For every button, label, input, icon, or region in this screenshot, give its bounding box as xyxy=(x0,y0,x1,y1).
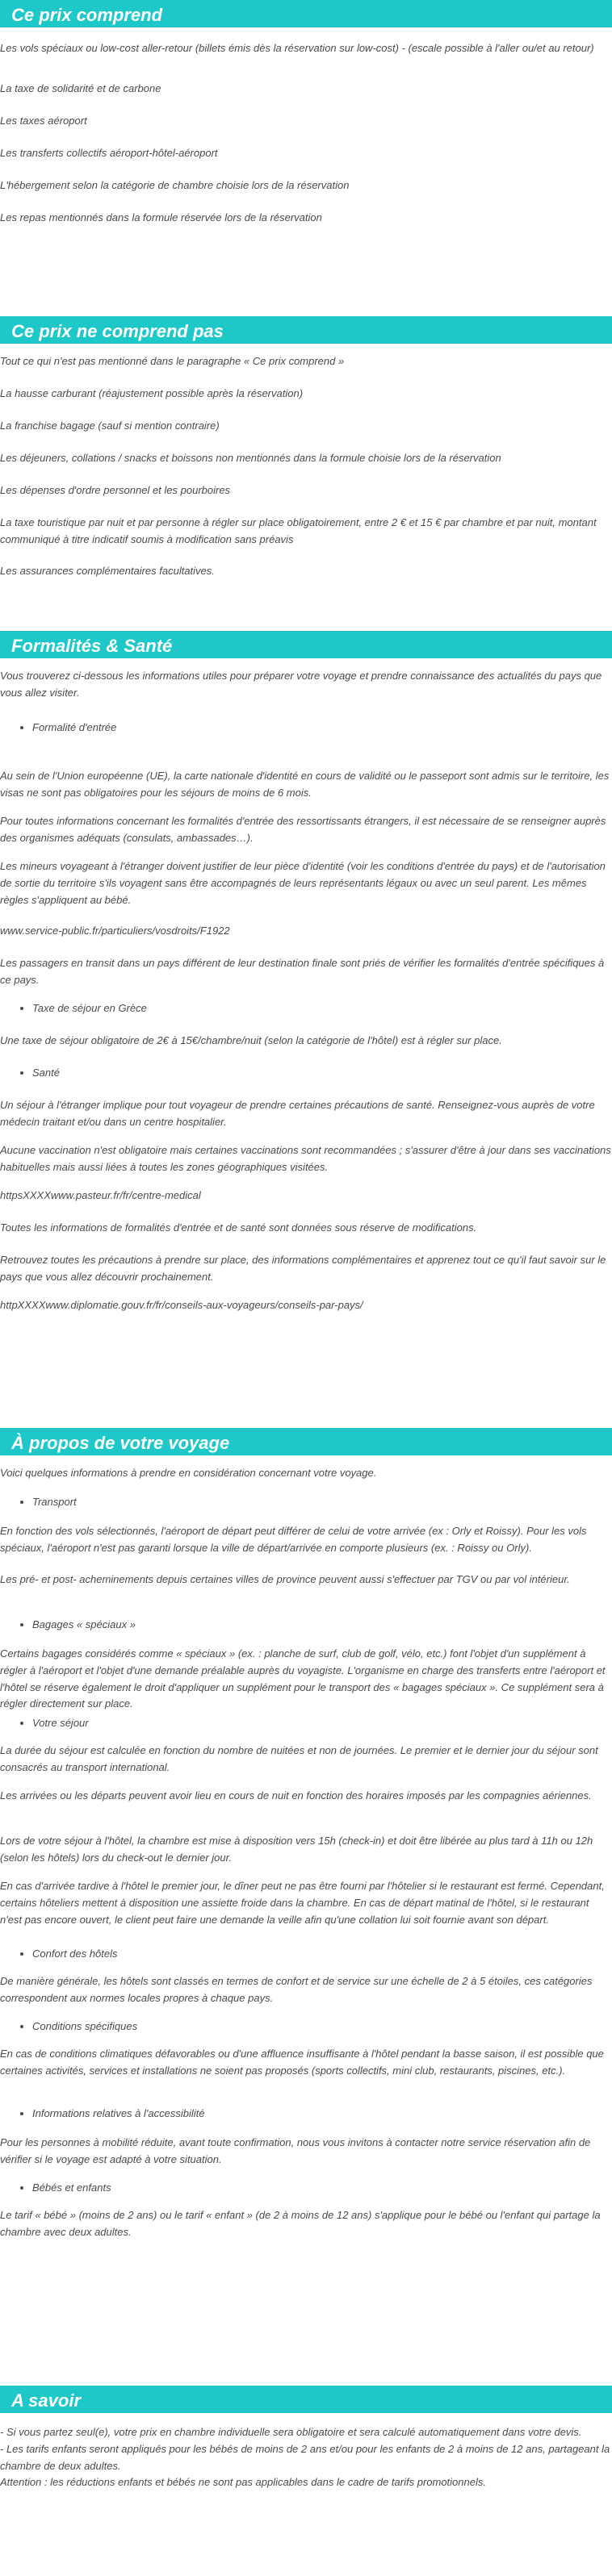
paragraph: La hausse carburant (réajustement possible après la réservation) xyxy=(0,387,304,399)
paragraph: Les passagers en transit dans un pays différent de leur destination finale sont priés de vérifier les formalités d'entrée spécifiques à ce pays. xyxy=(0,957,605,986)
bullet-item: • Bébés et enfants xyxy=(32,2180,612,2197)
paragraph: La durée du séjour est calculée en fonction du nombre de nuitées et non de journées. Le premier et le dernier jour du séjour sont consacrés au transport international. xyxy=(0,1744,598,1773)
bullet-item: • Votre séjour xyxy=(32,1715,612,1732)
bullet-item: • Transport xyxy=(32,1494,612,1511)
paragraph: - Les tarifs enfants seront appliqués pour les bébés de moins de 2 ans et/ou pour les enfants de 2 à moins de 12 ans, partageant la chambre de deux adultes. xyxy=(0,2442,610,2472)
paragraph: Au sein de l'Union européenne (UE), la carte nationale d'identité en cours de validité ou le passeport sont admis sur le territoire, les visas ne sont pas obligatoires pour les séjours de moins de 6 mois. xyxy=(0,770,610,799)
bullet-item: • Conditions spécifiques xyxy=(32,2019,612,2035)
section-title-prix-comprend: Ce prix comprend xyxy=(0,0,612,27)
paragraph: Pour les personnes à mobilité réduite, avant toute confirmation, nous vous invitons à contacter notre service réservation afin de vérifier si le voyage est adapté à votre situation. xyxy=(0,2136,591,2165)
section-title-a-savoir: A savoir xyxy=(0,2386,612,2413)
paragraph: Toutes les informations de formalités d'entrée et de santé sont données sous réserve de modifications. xyxy=(0,1221,477,1234)
bullet-item: • Informations relatives à l'accessibilité xyxy=(32,2106,612,2123)
paragraph: Certains bagages considérés comme « spéciaux » (ex. : planche de surf, club de golf, vélo, etc.) font l'objet d'un supplément à régler à l'aéroport et l'objet d'une demande préalable auprès du voyagiste. L'organisme en charge des transferts entre l'aéroport et l'hôtel se réserve également le droit d'appliquer un supplément pour le transport des « bagages spéciaux ». Ce supplément sera à régler directement sur place. xyxy=(0,1647,606,1710)
paragraph: Les dépenses d'ordre personnel et les pourboires xyxy=(0,484,231,496)
paragraph: Une taxe de séjour obligatoire de 2€ à 15€/chambre/nuit (selon la catégorie de l'hôtel) est à régler sur place. xyxy=(0,1034,502,1046)
paragraph: En cas de conditions climatiques défavorables ou d'une affluence insuffisante à l'hôtel pendant la basse saison, il est possible que certaines activités, services et installations ne soient pas proposés (sports collectifs, mini club, restaurants, piscines, etc.). xyxy=(0,2048,604,2077)
paragraph: Lors de votre séjour à l'hôtel, la chambre est mise à disposition vers 15h (check-in) et doit être libérée au plus tard à 11h ou 12h (selon les hôtels) lors du check-out le dernier jour. xyxy=(0,1835,593,1864)
link-text[interactable]: httpXXXXwww.diplomatie.gouv.fr/fr/conseils-aux-voyageurs/conseils-par-pays/ xyxy=(0,1299,363,1311)
section-title-prix-ne-comprend-pas: Ce prix ne comprend pas xyxy=(0,316,612,344)
paragraph: De manière générale, les hôtels sont classés en termes de confort et de service sur une échelle de 2 à 5 étoiles, ces catégories correspondent aux normes locales propres à chaque pays. xyxy=(0,1975,593,2004)
paragraph: Les taxes aéroport xyxy=(0,115,87,127)
paragraph: Les vols spéciaux ou low-cost aller-retour (billets émis dès la réservation sur low-cost) - (escale possible à l'aller ou/et au retour) xyxy=(0,42,594,54)
paragraph: Un séjour à l'étranger implique pour tout voyageur de prendre certaines précautions de santé. Renseignez-vous auprès de votre médecin traitant et/ou dans un centre hospitalier. xyxy=(0,1099,595,1128)
paragraph: Les repas mentionnés dans la formule réservée lors de la réservation xyxy=(0,211,322,223)
bullet-item: • Taxe de séjour en Grèce xyxy=(32,1000,612,1017)
paragraph: www.service-public.fr/particuliers/vosdroits/F1922 xyxy=(0,925,230,937)
paragraph: Les arrivées ou les départs peuvent avoir lieu en cours de nuit en fonction des horaires imposés par les compagnies aériennes. xyxy=(0,1789,592,1802)
bullet-item: • Confort des hôtels xyxy=(32,1946,612,1963)
link-text[interactable]: httpsXXXXwww.pasteur.fr/fr/centre-medical xyxy=(0,1189,201,1201)
paragraph: Les déjeuners, collations / snacks et boissons non mentionnés dans la formule choisie lors de la réservation xyxy=(0,452,501,464)
paragraph: La taxe touristique par nuit et par personne à régler sur place obligatoirement, entre 2 € et 15 € par chambre et par nuit, montant communiqué à titre indicatif soumis à modification sans préavis xyxy=(0,516,597,545)
paragraph: La taxe de solidarité et de carbone xyxy=(0,82,161,94)
paragraph: Les assurances complémentaires facultatives. xyxy=(0,565,215,577)
paragraph: - Si vous partez seul(e), votre prix en chambre individuelle sera obligatoire et sera calculé automatiquement dans votre devis. xyxy=(0,2426,582,2438)
paragraph: Vous trouverez ci-dessous les informations utiles pour préparer votre voyage et prendre connaissance des actualités du pays que vous allez visiter. xyxy=(0,670,602,699)
paragraph: Les mineurs voyageant à l'étranger doivent justifier de leur pièce d'identité (voir les conditions d'entrée du pays) et de l'autorisation de sortie du territoire s'ils voyagent sans être accompagnés de leurs représentants légaux ou avec un seul parent. Les mêmes règles s'appliquent au bébé. xyxy=(0,860,606,906)
paragraph: L'hébergement selon la catégorie de chambre choisie lors de la réservation xyxy=(0,179,350,191)
paragraph: En fonction des vols sélectionnés, l'aéroport de départ peut différer de celui de votre arrivée (ex : Orly et Roissy). Pour les vols spéciaux, l'aéroport n'est pas garanti lorsque la ville de départ/arrivée en comporte plusieurs (ex. : Roissy ou Orly). xyxy=(0,1525,587,1554)
paragraph: Les pré- et post- acheminements depuis certaines villes de province peuvent aussi s'effectuer par TGV ou par vol intérieur. xyxy=(0,1573,570,1585)
paragraph: Le tarif « bébé » (moins de 2 ans) ou le tarif « enfant » (de 2 à moins de 12 ans) s'applique pour le bébé ou l'enfant qui partage la chambre avec deux adultes. xyxy=(0,2209,601,2238)
paragraph: La franchise bagage (sauf si mention contraire) xyxy=(0,420,220,432)
section-title-formalites-sante: Formalités & Santé xyxy=(0,631,612,658)
paragraph: Tout ce qui n'est pas mentionné dans le paragraphe « Ce prix comprend » xyxy=(0,355,345,367)
section-title-a-propos: À propos de votre voyage xyxy=(0,1428,612,1455)
paragraph: Voici quelques informations à prendre en considération concernant votre voyage. xyxy=(0,1467,377,1479)
paragraph: En cas d'arrivée tardive à l'hôtel le premier jour, le dîner peut ne pas être fourni par l'hôtelier si le restaurant est fermé. Cependant, certains hôteliers mettent à disposition une assiette froide dans la chambre. En cas de départ matinal de l'hôtel, si le restaurant n'est pas encore ouvert, le client peut faire une demande la veille afin qu'une collation lui soit fournie avant son départ. xyxy=(0,1880,605,1926)
paragraph: Les transferts collectifs aéroport-hôtel-aéroport xyxy=(0,147,218,159)
paragraph: Attention : les réductions enfants et bébés ne sont pas applicables dans le cadre de tarifs promotionnels. xyxy=(0,2476,486,2489)
paragraph: Retrouvez toutes les précautions à prendre sur place, des informations complémentaires et apprenez tout ce qu'il faut savoir sur le pays que vous allez découvrir prochainement. xyxy=(0,1254,606,1283)
bullet-item: • Bagages « spéciaux » xyxy=(32,1617,612,1634)
bullet-item: • Santé xyxy=(32,1065,612,1082)
bullet-item: • Formalité d'entrée xyxy=(32,720,612,737)
paragraph: Pour toutes informations concernant les formalités d'entrée des ressortissants étrangers, il est nécessaire de se renseigner auprès des organismes adéquats (consulats, ambassades…). xyxy=(0,815,606,844)
paragraph: Aucune vaccination n'est obligatoire mais certaines vaccinations sont recommandées ; s'assurer d'être à jour dans ses vaccinations habituelles mais aussi liées à toutes les zones géographiques visitées. xyxy=(0,1144,611,1173)
